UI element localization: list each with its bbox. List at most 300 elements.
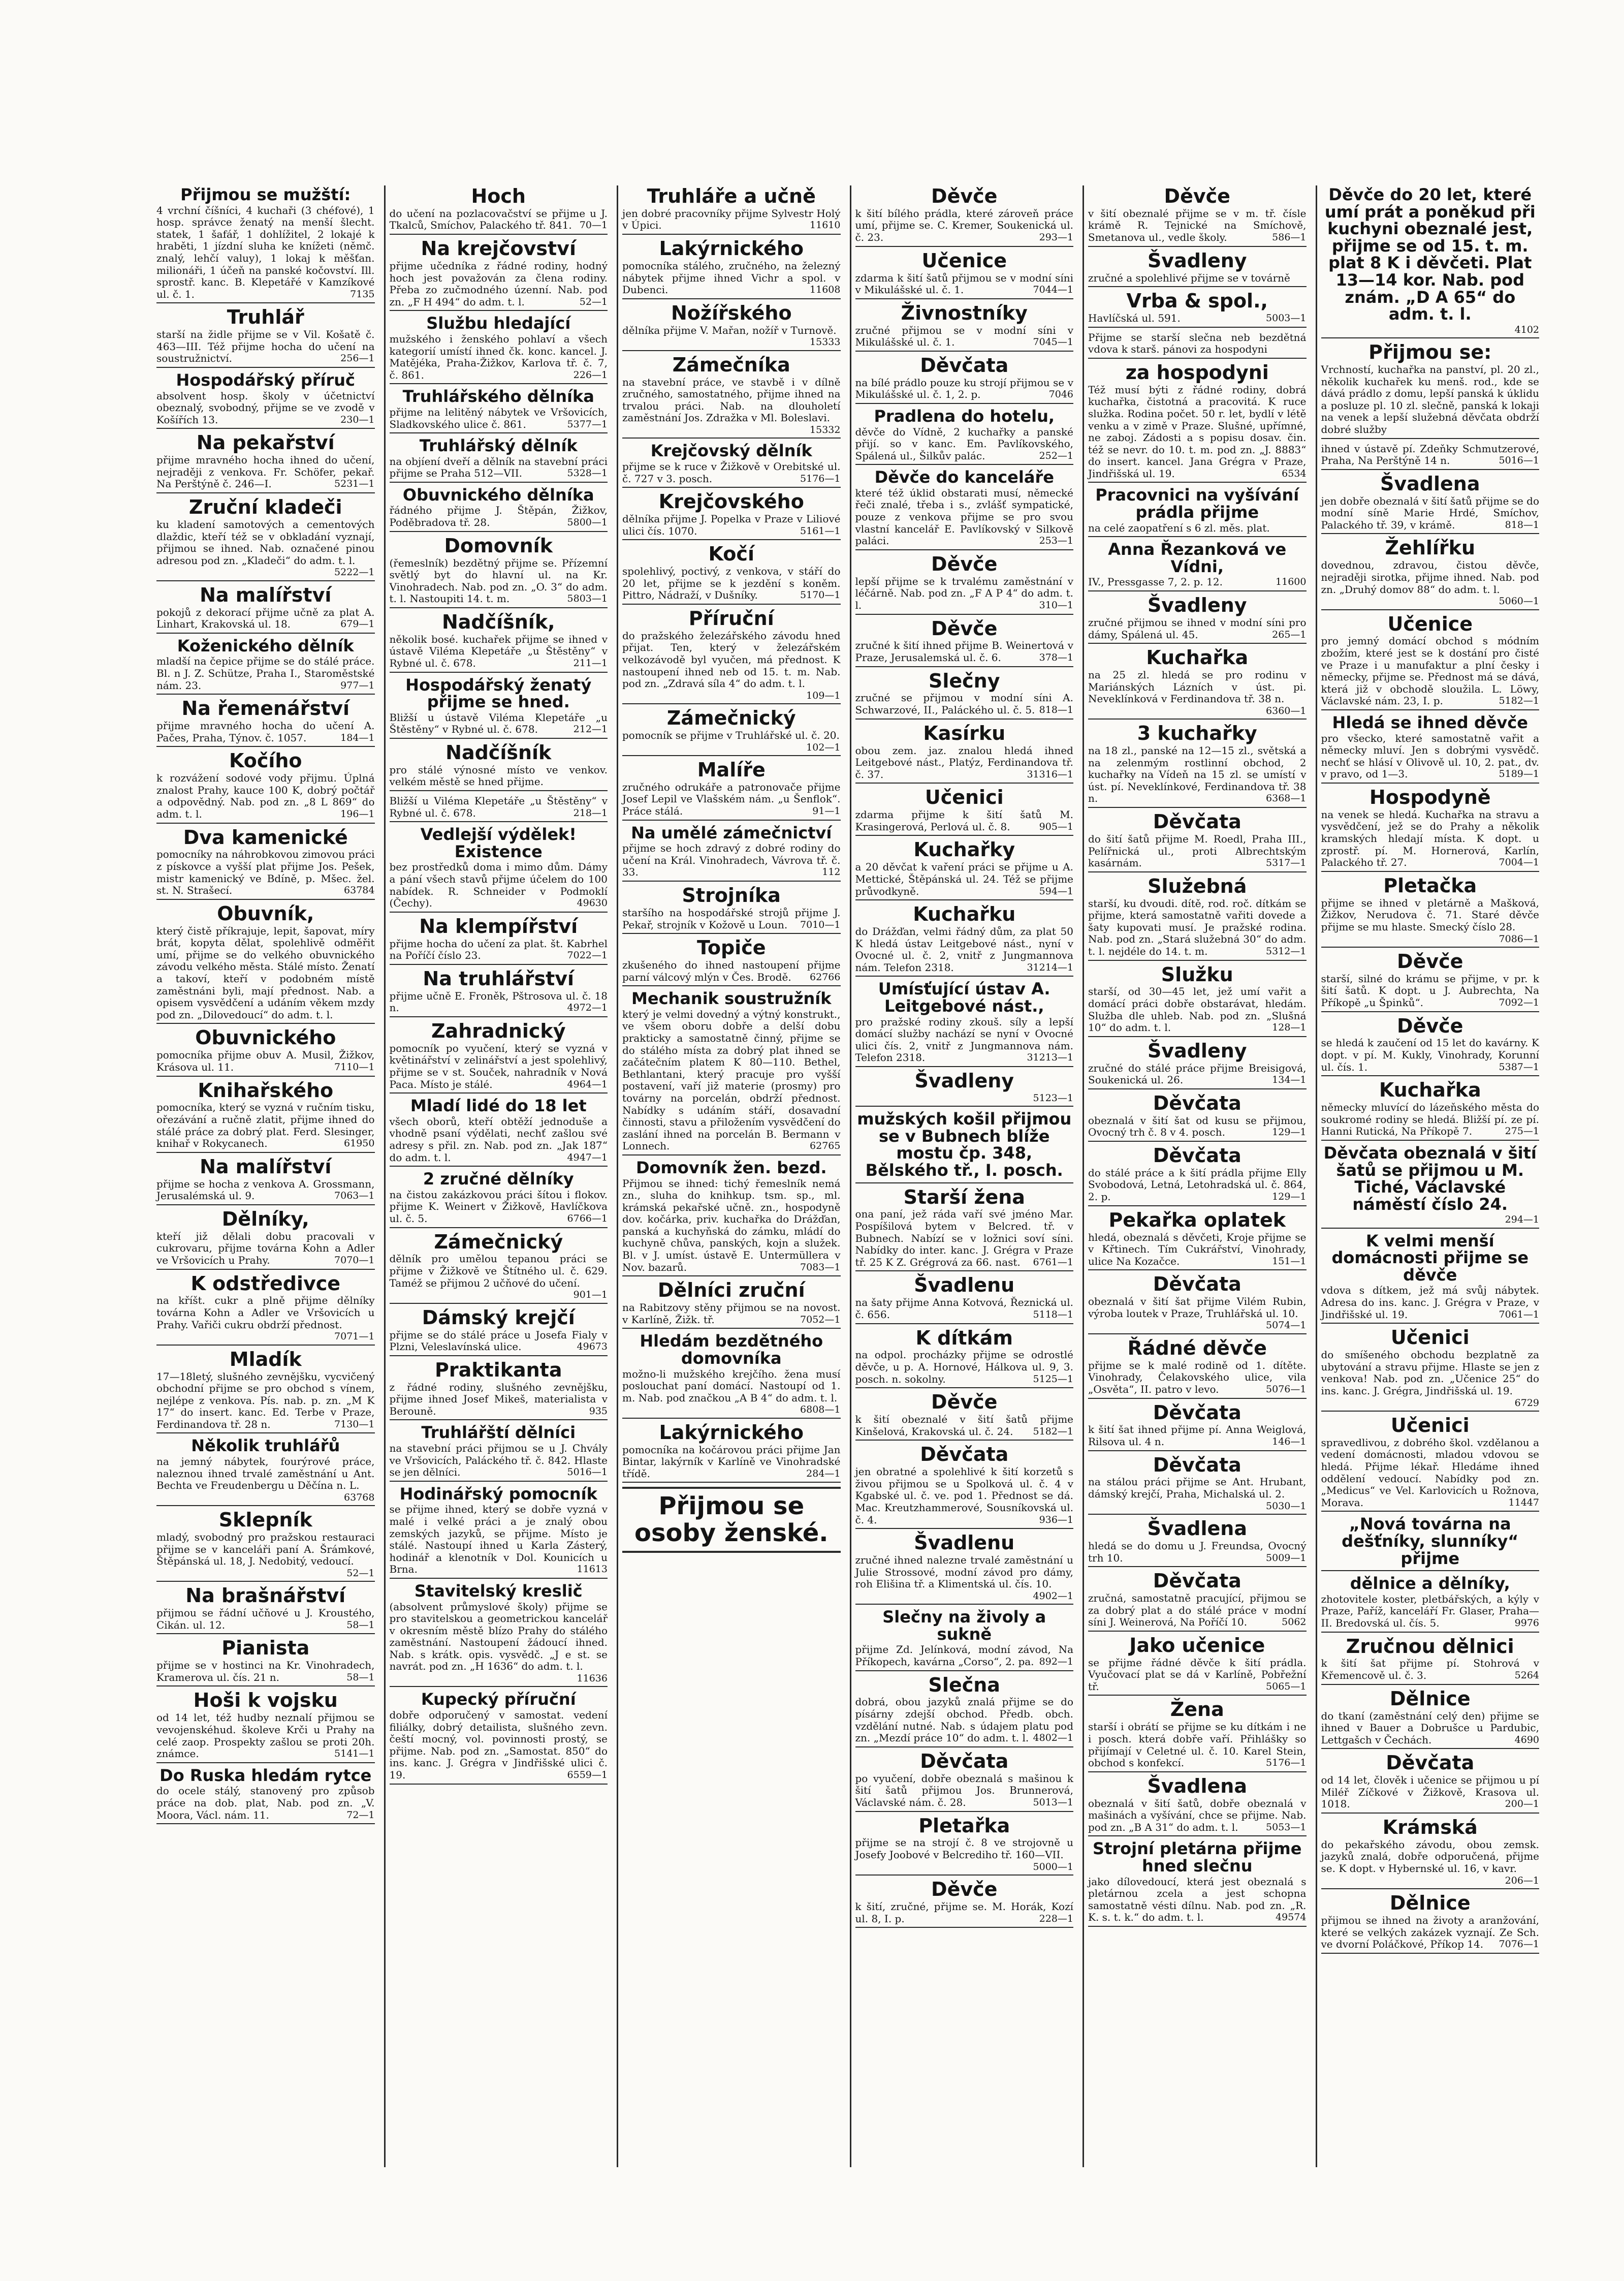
classified-ad <box>855 840 1074 900</box>
classified-ad <box>1088 1146 1307 1206</box>
ad-text: k šití šat přijme pí. Stohrová v Křemencově ul. č. 3. <box>1321 1657 1539 1682</box>
ad-heading: Děvčata <box>1153 1401 1241 1424</box>
ad-text: zručné do stálé práce přijme Breisigová, Soukenická ul. 26. <box>1088 1061 1307 1086</box>
ad-heading: 3 kuchařky <box>1137 722 1257 745</box>
ad-heading: Dámský krejčí <box>422 1306 575 1329</box>
ad-body <box>156 655 375 692</box>
ad-code: 212—1 <box>573 724 608 735</box>
classified-ad <box>156 1586 375 1634</box>
ad-code: 284—1 <box>806 1467 841 1479</box>
classified-ad <box>390 677 608 739</box>
ad-text: obeznalá v šití šat přijme Vilém Rubin, výroba loutek v Praze, Truhlářská ul. 10. <box>1088 1295 1307 1320</box>
classified-ad <box>156 1157 375 1205</box>
ad-body <box>1088 1798 1307 1834</box>
ad-body <box>855 1349 1074 1385</box>
ad-code: 58—1 <box>346 1619 375 1631</box>
classified-column <box>384 185 612 2167</box>
ad-code: 253—1 <box>1039 535 1073 547</box>
ad-heading: Příruční <box>688 607 774 630</box>
ad-text: zručné k šití ihned přijme B. Weinertová v Praze, Jerusalemská ul. č. 6. <box>855 639 1073 664</box>
ad-body <box>1088 898 1307 958</box>
ad-body <box>622 1368 841 1416</box>
ad-text: přijmou se řádní učňové u J. Kroustého, Cikán. ul. 12. <box>156 1607 375 1631</box>
classified-ad <box>1088 1210 1307 1271</box>
ad-text: přijme se v hostinci na Kr. Vinohradech, Kramerova ul. čís. 21 n. <box>156 1659 375 1683</box>
ad-code: 49630 <box>577 897 608 909</box>
ad-code: 5016—1 <box>567 1466 608 1478</box>
ad-text: na stálou práci přijme se Ant. Hrubant, dámský krejčí, Praha, Michalská ul. 2. <box>1088 1476 1307 1501</box>
ad-text: na šaty přijme Anna Kotvová, Řeznická ul. č. 656. <box>855 1296 1073 1321</box>
ad-heading: Zruční kladeči <box>188 496 342 519</box>
classified-ad <box>1088 812 1307 872</box>
ad-text: zhotovitele koster, pletbářských, a kýly v Praze, Paříž, kanceláří Fr. Glaser, Praha—II. Bredovská ul. čís. 5. <box>1321 1592 1539 1629</box>
ad-code: 31213—1 <box>1027 1052 1073 1064</box>
classified-column <box>1082 185 1311 2167</box>
ad-body <box>622 377 841 436</box>
ad-heading: Děvče <box>931 617 998 640</box>
ad-text: na 25 zl. hledá se pro rodinu v Mariánských Lázních v úst. pi. Neveklínková v Ferdinandova tř. 38 n. <box>1088 669 1307 705</box>
ad-text: k šití šat ihned přijme pí. Anna Weiglová, Rilsova ul. 4 n. <box>1088 1423 1307 1448</box>
ad-body <box>1088 522 1307 535</box>
classified-ad <box>390 1171 608 1228</box>
ad-heading: Pradlena do hotelu, <box>874 406 1055 426</box>
ad-body <box>1088 1167 1307 1203</box>
ad-code: 5060—1 <box>1499 596 1539 607</box>
ad-heading: Na truhlářství <box>423 967 575 990</box>
ad-text: starší i obrátí se přijme se ku dítkám i ne i posch. která dobře vaří. Přihlášky so přijímají v Celetné ul. č. 10. Karel Stein, obchod s konfekcí. <box>1088 1721 1307 1769</box>
ad-heading: Lakýrnického <box>659 1421 804 1444</box>
ad-body <box>1321 1839 1540 1886</box>
ad-text: Též musí býti z řádné rodiny, dobrá kuchařka, čistotná a pracovitá. K ruce služka. Rodina počet. 50 r. let, bydlí v létě venku a v zimě v Praze. Slušné, upřímné, ne zaboj. Zádosti a s popisu dosav. čin. též se nevr. do 10. t. m. pod zn. „J. 8883“ do insert. kancel. Jana Grégra v Praze, Jindřišská ul. 19. <box>1088 383 1307 480</box>
ad-text: zkušeného do ihned nastoupení přijme parní válcový mlýn v Čes. Brodě. <box>622 959 841 983</box>
ad-code: 112 <box>822 866 841 878</box>
ad-heading: Děvčata <box>1386 1752 1475 1774</box>
ad-code: 7092—1 <box>1499 996 1539 1008</box>
ad-body <box>156 925 375 1021</box>
ad-heading: Švadlena <box>1147 1774 1247 1797</box>
classified-ad <box>622 544 841 605</box>
ad-heading: Starší žena <box>903 1185 1025 1208</box>
ad-code: 52—1 <box>346 1567 375 1579</box>
ad-text: bez prostředků doma i mimo dům. Dámy a pání všech stavů přijme účelem do 100 nabídek. R. Schneider v Podmoklí (Čechy). <box>389 861 608 910</box>
ad-code: 70—1 <box>579 220 608 231</box>
classified-ad <box>390 1308 608 1356</box>
ad-body <box>622 630 841 701</box>
ad-body <box>855 1414 1074 1438</box>
classified-ad <box>1321 1328 1540 1412</box>
ad-code: 184—1 <box>340 732 375 743</box>
ad-text: pomocník po vyučení, který se vyzná v květinářství v zelinářství a jest spolehlivý, přijme se v st. Souček, nahradník v Nová Paca. Místo je stálé. <box>389 1042 608 1090</box>
ad-code: 5231—1 <box>334 478 375 490</box>
ad-text: přijmou se ihned na životy a aranžování, které se velkých zakázek vyznají. Ze Sch. ve dvorní Poláčkové, Příkop 14. <box>1321 1914 1539 1951</box>
ad-heading: Dělníci zruční <box>657 1279 805 1302</box>
ad-heading: Nožířského <box>671 301 792 324</box>
ad-heading: Dělnice <box>1389 1687 1471 1710</box>
classified-ad <box>1321 1575 1540 1632</box>
classified-ad <box>622 1160 841 1276</box>
ad-code: 905—1 <box>1039 821 1073 832</box>
classified-ad <box>390 917 608 965</box>
ad-text: do učení na pozlacovačství se přijme u J. Tkalců, Smíchov, Palackého tř. 841. <box>389 207 608 232</box>
ad-body <box>1088 1360 1307 1396</box>
classified-ad <box>1088 251 1307 287</box>
classified-ad <box>622 239 841 299</box>
ad-text: do pražského železářského závodu hned přijat. Ten, který v železářském velkozávodě byl vyučen, má přednost. K nastoupení ihned neb od 15. t. m. Nab. pod zn. „Zdravá síla 4“ do adm. t. l. <box>622 629 841 690</box>
ad-heading: Děvče <box>931 552 998 575</box>
ad-body <box>622 566 841 602</box>
classified-ad <box>855 1392 1074 1441</box>
ad-body <box>390 938 608 962</box>
ad-code: 151—1 <box>1272 1255 1307 1267</box>
ad-heading: Na malířství <box>200 583 332 606</box>
classified-ad <box>622 1423 841 1483</box>
classified-ad <box>156 1028 375 1076</box>
classified-ad <box>622 443 841 488</box>
classified-ad <box>156 699 375 747</box>
ad-code: 6729 <box>1514 1397 1539 1409</box>
classified-ad <box>390 795 608 822</box>
ad-body <box>1321 733 1540 780</box>
ad-heading: Řádné děvče <box>1127 1336 1267 1359</box>
ad-code: 5118—1 <box>1033 1308 1073 1320</box>
ad-body <box>156 519 375 578</box>
ad-text: k šití, zručné, přijme se. M. Horák, Kozí ul. 8, I. p. <box>855 1900 1073 1925</box>
ad-text: pokojů z dekorací přijme učně za plat A. Linhart, Krakovská ul. 18. <box>156 606 375 631</box>
classified-ad <box>1321 952 1540 1012</box>
classified-ad <box>1321 788 1540 872</box>
ad-text: jen dobré pracovníky přijme Sylvestr Holý v Úpici. <box>622 207 841 232</box>
classified-ad <box>390 536 608 608</box>
ad-heading: Děvčata obeznalá v šití šatů se přijmou u M. Tiché, Václavské náměstí číslo 24. <box>1323 1143 1537 1214</box>
classified-ad <box>156 1638 375 1686</box>
ad-heading: K velmi menší domácnosti přijme se děvče <box>1331 1231 1529 1285</box>
ad-body <box>622 1178 841 1274</box>
ad-heading: Děvče <box>1397 950 1463 973</box>
classified-ad <box>855 1071 1074 1107</box>
classified-ad <box>622 609 841 704</box>
ad-text: na jemný nábytek, fourýrové práce, naleznou ihned trvalé zaměstnání u Ant. Bechta ve Freudenbergu u Děčína n. L. <box>156 1455 375 1492</box>
ad-body <box>855 1092 1074 1104</box>
ad-code: 378—1 <box>1039 652 1073 663</box>
ad-text: jen obratné a spolehlivé k šití korzetů s živou přijmou se u Spolková ul. č. 4 v Kgabské ul. č. ve. pod 1. Přednost se dá. Mac. Kreutzhammerové, Sousníkovská ul. č. 4. <box>855 1465 1073 1526</box>
ad-text: vdova s dítkem, jež má svůj nábytek. Adresa do ins. kanc. J. Grégra v Praze, v Jindřišské ul. 19. <box>1321 1284 1539 1321</box>
ad-code: 586—1 <box>1272 232 1307 243</box>
ad-body <box>1321 635 1540 707</box>
ad-text: zručné a spolehlivé přijme se v továrně <box>1088 271 1290 284</box>
ad-body <box>1321 973 1540 1009</box>
ad-code: 5170—1 <box>800 589 841 601</box>
ad-body <box>1321 1349 1540 1409</box>
ad-heading: Učenici <box>1390 1326 1470 1349</box>
ad-heading: Hospodyně <box>1369 786 1491 808</box>
ad-body <box>855 426 1074 462</box>
classified-ad <box>390 388 608 433</box>
ad-heading: Domovník <box>444 534 553 557</box>
ad-code: 679—1 <box>340 618 375 630</box>
ad-heading: Službu hledající <box>426 314 571 333</box>
ad-code: 11636 <box>577 1673 608 1684</box>
classified-ad <box>156 1510 375 1582</box>
ad-text: (řemeslník) bezdětný přijme se. Přízemní světlý byt do hlavní ul. na Kr. Vinohradech. Nab. pod zn. „O. 3“ do adm. t. l. Nastoupiti 14. t. m. <box>389 556 608 605</box>
ad-heading: Přijmou se mužští: <box>180 185 351 204</box>
ad-code: 52—1 <box>579 296 608 307</box>
classified-ad <box>156 751 375 823</box>
ad-text: na objíení dveří a dělník na stavební práci přijme se Praha 512—VII. <box>389 455 608 480</box>
classified-ad <box>156 1274 375 1346</box>
ad-text: do ocele stálý, stanovený pro způsob práce na dob. plat, Nab. pod zn. „V. Moora, Václ. nám. 11. <box>156 1785 375 1821</box>
ad-body <box>390 1116 608 1164</box>
ad-text: z řádné rodiny, slušného zevnějšku, přijme ihned Josef Mikeš, materialista v Berouně. <box>389 1381 608 1417</box>
ad-text: se přijme ihned, který se dobře vyzná v malé i velké práci a je znalý obou zemských jazyků, se přijme. Místo je stálé. Nastoupí ihned u Karla Zásterý, hodinář a klenotník v Dol. Kounicích u Brna. <box>389 1503 608 1576</box>
ad-body <box>390 764 608 788</box>
ad-text: přijme hocha do učení za plat. št. Kabrhel na Poříčí číslo 23. <box>389 937 608 962</box>
ad-body <box>1088 617 1307 641</box>
ad-body <box>622 461 841 485</box>
ad-heading: Strojní pletárna přijme hned slečnu <box>1093 1839 1302 1876</box>
ad-code: 206—1 <box>1505 1874 1539 1886</box>
ad-heading: Truhláře a učně <box>647 185 816 207</box>
classified-ad <box>855 1533 1074 1605</box>
ad-heading: Na krejčovství <box>421 237 576 260</box>
ad-text: do smíšeného obchodu bezplatně za ubytování a stravu přijme. Hlaste se jen z venkova! Nab. pod zn. „Učenice 25“ do ins. kanc. J. Grégra, Jindřišská ul. 19. <box>1321 1349 1539 1397</box>
ad-code: 7061—1 <box>1499 1308 1539 1320</box>
ad-code: 11608 <box>810 284 841 296</box>
ad-text: do pekařského závodu, obou zemsk. jazyků znalá, dobře odporučená, přijme se. K dopt. v Hybernské ul. 16, v kavr. <box>1321 1838 1539 1875</box>
ad-code: 4902—1 <box>1033 1590 1073 1602</box>
classified-ad <box>622 303 841 351</box>
ad-text: ku kladení samotových a cementových dlaždic, kteří též se v obkladání vyznají, přijmou se ihned. Nab. označené pinou adresou pod zn. „Kladeči“ do adm. t. l. <box>156 518 375 567</box>
classified-ad <box>1321 614 1540 710</box>
ad-code: 892—1 <box>1039 1656 1073 1667</box>
ad-body <box>156 454 375 490</box>
ad-body <box>1321 1214 1540 1225</box>
classified-ad <box>855 1880 1074 1928</box>
ad-text: pomocníka, který se vyzná v ručním tisku, ořezávání a ručně zlatit, přijme ihned do stálé práce za dobrý plat. Ferd. Slesinger, knihař v Rokycanech. <box>156 1101 375 1150</box>
ad-code: 936—1 <box>1039 1514 1073 1525</box>
ad-body <box>622 208 841 232</box>
ad-text: přijme mravného hocha ihned do učení, nejraději z venkova. Fr. Schöfer, pekař. Na Perštýně č. 246—I. <box>156 454 375 490</box>
ad-heading: Děvčata <box>920 1749 1009 1772</box>
ad-code: 265—1 <box>1272 629 1307 640</box>
ad-text: několik bosé. kuchařek přijme se ihned v ústavě Viléma Klepetáře „u Štěstěny“ v Rybné ul. č. 678. <box>389 633 608 669</box>
ad-body <box>156 1532 375 1579</box>
ad-code: 5000—1 <box>1033 1861 1073 1872</box>
ad-heading: Švadlenu <box>914 1532 1015 1554</box>
ad-code: 7004—1 <box>1499 857 1539 868</box>
ad-heading: Anna Řezanková ve Vídni, <box>1108 540 1287 576</box>
ad-code: 6360—1 <box>1266 705 1307 716</box>
ad-heading: Obuvník, <box>217 902 314 925</box>
ad-text: mladší na čepice přijme se do stálé práce. Bl. n J. Z. Schütze, Praha I., Staroměstské nám. 23. <box>156 655 375 692</box>
ad-code: 58—1 <box>346 1671 375 1683</box>
ad-code: 5062 <box>1282 1616 1307 1628</box>
classified-ad <box>390 743 608 791</box>
ad-body <box>390 1329 608 1353</box>
ad-body <box>390 1253 608 1300</box>
classified-ad <box>1321 1516 1540 1571</box>
ad-text: přijme se hoch zdravý z dobré rodiny do učení na Král. Vinohradech, Vávrova tř. č. 33. <box>622 842 841 879</box>
ad-code: 49673 <box>577 1341 608 1353</box>
ad-text: zručné přijmou se v modní síni v Mikulášské ul. č. 1. <box>855 324 1073 349</box>
ad-body <box>855 1644 1074 1668</box>
ad-heading: Pracovnici na vyšívání prádla přijme <box>1095 485 1299 522</box>
ad-heading: Přijmou se: <box>1368 341 1492 364</box>
ad-text: hledá, obeznalá s děvčeti, Kroje přijme se v Křtinech. Tím Cukrářství, Vinohrady, ulice Na Kozačce. <box>1088 1231 1307 1267</box>
ad-heading: Dva kamenické <box>183 826 348 849</box>
ad-code: 211—1 <box>573 658 608 669</box>
ad-body <box>156 1295 375 1342</box>
classified-ad <box>622 1280 841 1329</box>
ad-text: mužského i ženského pohlaví a všech kategorií umístí ihned čk. konc. kancel. J. Matějéka, Praha-Žižkov, Karlova tř. č. 7, č. 861. <box>389 332 608 381</box>
ad-body <box>622 730 841 753</box>
ad-text: se hledá k zaučení od 15 let do kavárny. K dopt. v pí. M. Kukly, Vinohrady, Korunní ul. čís. 1. <box>1321 1037 1539 1073</box>
ad-body <box>1088 833 1307 869</box>
classified-ad <box>156 828 375 900</box>
ad-text: absolvent hosp. školy v účetnictví obeznalý, svobodný, přijme se ve zvodě v Košířích 13. <box>156 389 375 426</box>
classified-ad <box>855 671 1074 720</box>
ad-text: dobře odporučený v samostat. vedení filiálky, dobrý detailista, slušného zevn. čeští mocný, vol. povinnosti prostý, se přijme. Nab. pod zn. „Samostat. 850“ do ins. kanc. J. Grégra v Jindřišské ulici č. 19. <box>389 1709 608 1782</box>
ad-body <box>622 513 841 537</box>
ad-body <box>1088 332 1307 356</box>
ad-heading: Mladík <box>229 1348 302 1370</box>
classified-ad <box>390 438 608 483</box>
ad-code: 5009—1 <box>1266 1552 1307 1564</box>
ad-body <box>622 260 841 296</box>
classified-ad <box>156 638 375 695</box>
ad-body <box>390 1504 608 1576</box>
classified-ad <box>156 904 375 1024</box>
ad-text: jen dobře obeznalá v šití šatů přijme se do modní síně Marie Hrdé, Smíchov, Palackého tř. 39, v krámě. <box>1321 494 1539 531</box>
ad-text: pomocníka přijme obuv A. Musil, Žižkov, Krásova ul. 11. <box>156 1049 375 1073</box>
ad-code: 146—1 <box>1272 1435 1307 1447</box>
ad-text: zručného odrukáře a patronovače přijme Josef Lepil ve Vlašském nám. „u Šenflok“. Práce stálá. <box>622 780 841 818</box>
ad-text: zručné ihned nalezne trvalé zaměstnání u Julie Strossové, modní závod pro dámy, roh Elišina tř. a Klimentská ul. čís. 10. <box>855 1554 1073 1590</box>
ad-code: 9976 <box>1514 1617 1539 1629</box>
ad-heading: Kuchařka <box>1379 1079 1481 1102</box>
ad-text: přijme se k ruce v Žižkově v Orebitské ul. č. 727 v 3. posch. <box>622 460 841 485</box>
ad-code: 5182—1 <box>1033 1425 1073 1437</box>
ad-text: dělníka přijme J. Popelka v Praze v Liliové ulici čís. 1070. <box>622 512 841 537</box>
ad-heading: Umísťující ústav A. Leitgebové nást., <box>878 979 1050 1016</box>
ad-text: 4 vrchní číšníci, 4 kuchaři (3 chéfové), 1 hosp. správce ženatý na menší šlecht. statek, 1 šafář, 1 dohlížitel, 2 lokajé k hraběti, 1 jízdní sluha ke knížeti (němč. znalý, lehčí valuy), 1 lokaj k měšťan. milionáři, 1 účeň na panské kočovství. Ill. sprostř. kanc. B. Klepetářé v Kamzíkové ul. č. 1. <box>156 204 375 300</box>
classified-ad <box>390 612 608 673</box>
ad-text: na stavební práci přijmou se u J. Chvály ve Vršovicích, Paláckého tř. č. 842. Hlaste se jen dělníci. <box>389 1442 608 1479</box>
ad-body <box>156 1456 375 1503</box>
ad-body <box>1321 495 1540 532</box>
ad-text: spolehlivý, poctivý, z venkova, v stáří do 20 let, přijme se k jezdění s koněm. Pittro, Nádraží, v Dušníky. <box>622 565 841 602</box>
ad-heading: Kočí <box>708 543 754 566</box>
classified-ad <box>855 724 1074 784</box>
ad-body <box>855 861 1074 897</box>
classified-ad <box>390 239 608 311</box>
ad-body <box>622 907 841 931</box>
ad-heading: Do Ruska hledám rytce <box>160 1765 372 1785</box>
ad-code: 62766 <box>810 971 841 983</box>
ad-body <box>390 1189 608 1225</box>
ad-text: Bližší u Viléma Klepetáře „u Štěstěny“ v Rybné ul. č. 678. <box>389 795 608 819</box>
ad-body <box>156 1371 375 1431</box>
ad-code: 31214—1 <box>1027 961 1073 973</box>
ad-heading: Švadlena <box>1380 472 1480 495</box>
classified-ad <box>1088 1519 1307 1567</box>
classified-ad <box>1088 1776 1307 1837</box>
ad-body <box>1088 1657 1307 1693</box>
ad-heading: „Nová továrna na dešťníky, slunníky“ přijme <box>1342 1514 1519 1568</box>
ad-body <box>1088 1721 1307 1769</box>
ad-heading: Děvčata <box>920 354 1009 377</box>
classified-ad <box>156 1209 375 1270</box>
ad-code: 7022—1 <box>567 950 608 961</box>
ad-heading: Učenici <box>925 786 1004 809</box>
classified-ad <box>1088 186 1307 247</box>
ad-heading: Topiče <box>696 936 766 959</box>
classified-ad <box>1088 1455 1307 1515</box>
ad-heading: Stavitelský kreslič <box>414 1581 583 1601</box>
ad-heading: Mechanik soustružník <box>631 989 832 1009</box>
ad-body <box>390 990 608 1014</box>
ad-code: 5030—1 <box>1266 1500 1307 1512</box>
ad-heading: Hospodářský příruč <box>176 370 355 390</box>
ad-heading: K odstředivce <box>190 1272 341 1295</box>
ad-text: jako dílovedoucí, která jest obeznalá s pletárnou zcela a jest schopna samostatně vésti dílnu. Nab. pod zn. „R. K. s. t. k.“ do adm. t. l. <box>1088 1875 1307 1924</box>
ad-heading: Jako učenice <box>1129 1634 1265 1657</box>
ad-text: k rozvážení sodové vody přijmu. Úplná znalost Prahy, kauce 100 K, dobrý počtář a odpovědný. Nab. pod zn. „8 L 869“ do adm. t. l. <box>156 772 375 820</box>
ad-code: 7046 <box>1048 389 1073 400</box>
ad-heading: Vrba & spol., <box>1126 290 1268 313</box>
ad-heading: Slečny <box>928 669 1000 692</box>
ad-body <box>622 842 841 879</box>
ad-text: na čistou zakázkovou práci šítou i flokov. přijme K. Weinert v Žižkově, Havlíčkova ul. č. 5. <box>389 1188 608 1225</box>
ad-body <box>1088 745 1307 805</box>
ad-heading: Nadčíšník <box>445 741 552 764</box>
ad-text: zručné se přijmou v modní síni A. Schwarzové, II., Paláckého ul. č. 5. <box>855 692 1073 716</box>
classified-ad <box>1088 965 1307 1037</box>
ad-text: k šití bílého prádla, které zároveň práce umí, přijme se. C. Kremer, Soukenická ul. č. 23. <box>855 207 1073 244</box>
ad-heading: Kočího <box>229 749 302 772</box>
ad-code: 5317—1 <box>1266 857 1307 869</box>
ad-text: na odpol. procházky přijme se odrostlé děvče, u p. A. Hornové, Hálkova ul. 9, 3. posch. n. sokolny. <box>855 1349 1073 1385</box>
ad-heading: Učenice <box>1387 612 1473 635</box>
classified-ad <box>855 1445 1074 1529</box>
ad-body <box>156 1607 375 1631</box>
ad-code: 5312—1 <box>1266 945 1307 957</box>
ad-body <box>855 745 1074 781</box>
ad-text: se přijme řádné děvče k šití prádla. Vyučovací plat se dá v Karlíně, Pobřežní tř. <box>1088 1656 1307 1693</box>
ad-heading: Děvčata <box>1153 810 1241 833</box>
ad-code: 5016—1 <box>1499 455 1539 466</box>
classified-ad <box>390 1424 608 1481</box>
ad-text: Přijmou se ihned: tichý řemeslník nemá zn., sluha do knihkup. tsm. sp., ml. krámská pekařské učně. zn., hospodyně dov. kočárka, priv. kuchařka do Drážďan, panská a kuchyňská do zámku, mládí do kuchyně chůva, panských, kojn a služek. Bl. v J. umíst. ústavě E. Untermüllera v Nov. bazarů. <box>622 1177 841 1273</box>
ad-text: na Rabitzovy stěny přijmou se na novost. v Karlíně, Žižk. tř. <box>622 1301 841 1326</box>
ad-text: ihned v ústavě pí. Zdeňky Schmutzerové, Praha, Na Perštýně 14 n. <box>1321 442 1539 467</box>
ad-code: 218—1 <box>573 807 608 819</box>
classified-ad <box>1321 443 1540 470</box>
ad-heading: Krejčovský dělník <box>650 441 812 461</box>
ad-body <box>156 205 375 301</box>
classified-ad <box>1088 1093 1307 1142</box>
classified-ad <box>622 186 841 235</box>
ad-body <box>390 1601 608 1684</box>
ad-code: 7076—1 <box>1499 1939 1539 1950</box>
ad-text: na celé zaopatření s 6 zl. měs. plat. <box>1088 521 1270 534</box>
ad-code: 6368—1 <box>1266 793 1307 804</box>
ad-body <box>1088 313 1307 325</box>
classified-ad <box>156 1350 375 1434</box>
ad-code: 818—1 <box>1505 519 1539 530</box>
ad-body <box>1088 576 1307 588</box>
ad-body <box>1088 384 1307 480</box>
ad-text: pro stálé výnosné místo ve venkov. velkém městě se hned přijme. <box>389 763 608 788</box>
